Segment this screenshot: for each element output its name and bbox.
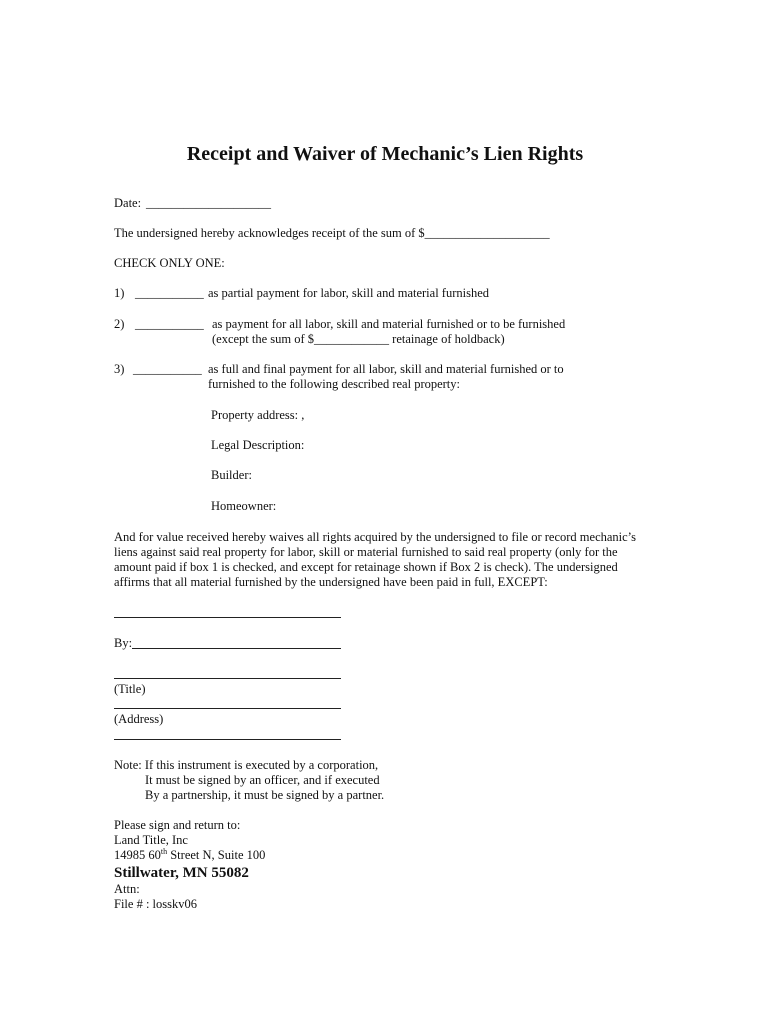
- note-line: Note: If this instrument is executed by a corporation,: [114, 758, 379, 772]
- note-line: By a partnership, it must be signed by a partner.: [145, 788, 385, 802]
- waiver-paragraph-line: And for value received hereby waives all rights acquired by the undersigned to file or record mechanic’s: [114, 530, 637, 544]
- option-2-text: as payment for all labor, skill and material furnished or to be furnished: [212, 317, 566, 331]
- option-2-text-cont: (except the sum of $____________ retainage of holdback): [212, 332, 505, 346]
- option-1-blank: ___________: [135, 286, 204, 300]
- by-label: By:: [114, 636, 133, 650]
- receipt-sum-line: The undersigned hereby acknowledges receipt of the sum of $____________________: [114, 226, 550, 240]
- by-signature-line: [132, 648, 341, 649]
- title-label: (Title): [114, 682, 146, 696]
- return-attn: Attn:: [114, 882, 140, 896]
- return-city: Stillwater, MN 55082: [114, 865, 249, 881]
- waiver-paragraph-line: liens against said real property for labor, skill or material furnished to said real property (only for the: [114, 545, 618, 559]
- street-number: 14985 60: [114, 848, 161, 862]
- street-ordinal-suffix: th: [160, 846, 168, 856]
- address-label: (Address): [114, 712, 164, 726]
- check-only-one-label: CHECK ONLY ONE:: [114, 256, 225, 270]
- option-1-number: 1): [114, 286, 125, 300]
- builder-label: Builder:: [211, 468, 252, 482]
- legal-description-label: Legal Description:: [211, 438, 305, 452]
- option-3-text: as full and final payment for all labor, skill and material furnished or to: [208, 362, 564, 376]
- address-signature-line: [114, 708, 341, 709]
- return-file-number: File # : losskv06: [114, 897, 197, 911]
- property-address-label: Property address: ,: [211, 408, 305, 422]
- waiver-paragraph-line: affirms that all material furnished by the undersigned have been paid in full, EXCEPT:: [114, 575, 548, 589]
- street-rest: Street N, Suite 100: [167, 848, 266, 862]
- document-title: Receipt and Waiver of Mechanic’s Lien Rights: [186, 143, 584, 165]
- option-2-blank: ___________: [135, 317, 204, 331]
- homeowner-label: Homeowner:: [211, 499, 277, 513]
- waiver-paragraph-line: amount paid if box 1 is checked, and except for retainage shown if Box 2 is check). The undersigned: [114, 560, 618, 574]
- option-2-number: 2): [114, 317, 125, 331]
- note-line: It must be signed by an officer, and if executed: [145, 773, 380, 787]
- extra-signature-line: [114, 739, 341, 740]
- return-street: [114, 848, 265, 863]
- date-label: Date:: [114, 196, 142, 210]
- return-intro: Please sign and return to:: [114, 818, 241, 832]
- option-3-blank: ___________: [133, 362, 202, 376]
- option-3-number: 3): [114, 362, 125, 376]
- option-3-text-cont: furnished to the following described real property:: [208, 377, 461, 391]
- date-blank: ____________________: [146, 196, 271, 210]
- title-signature-line: [114, 678, 341, 679]
- exception-signature-line: [114, 617, 341, 618]
- option-1-text: as partial payment for labor, skill and material furnished: [208, 286, 490, 300]
- return-company: Land Title, Inc: [114, 833, 188, 847]
